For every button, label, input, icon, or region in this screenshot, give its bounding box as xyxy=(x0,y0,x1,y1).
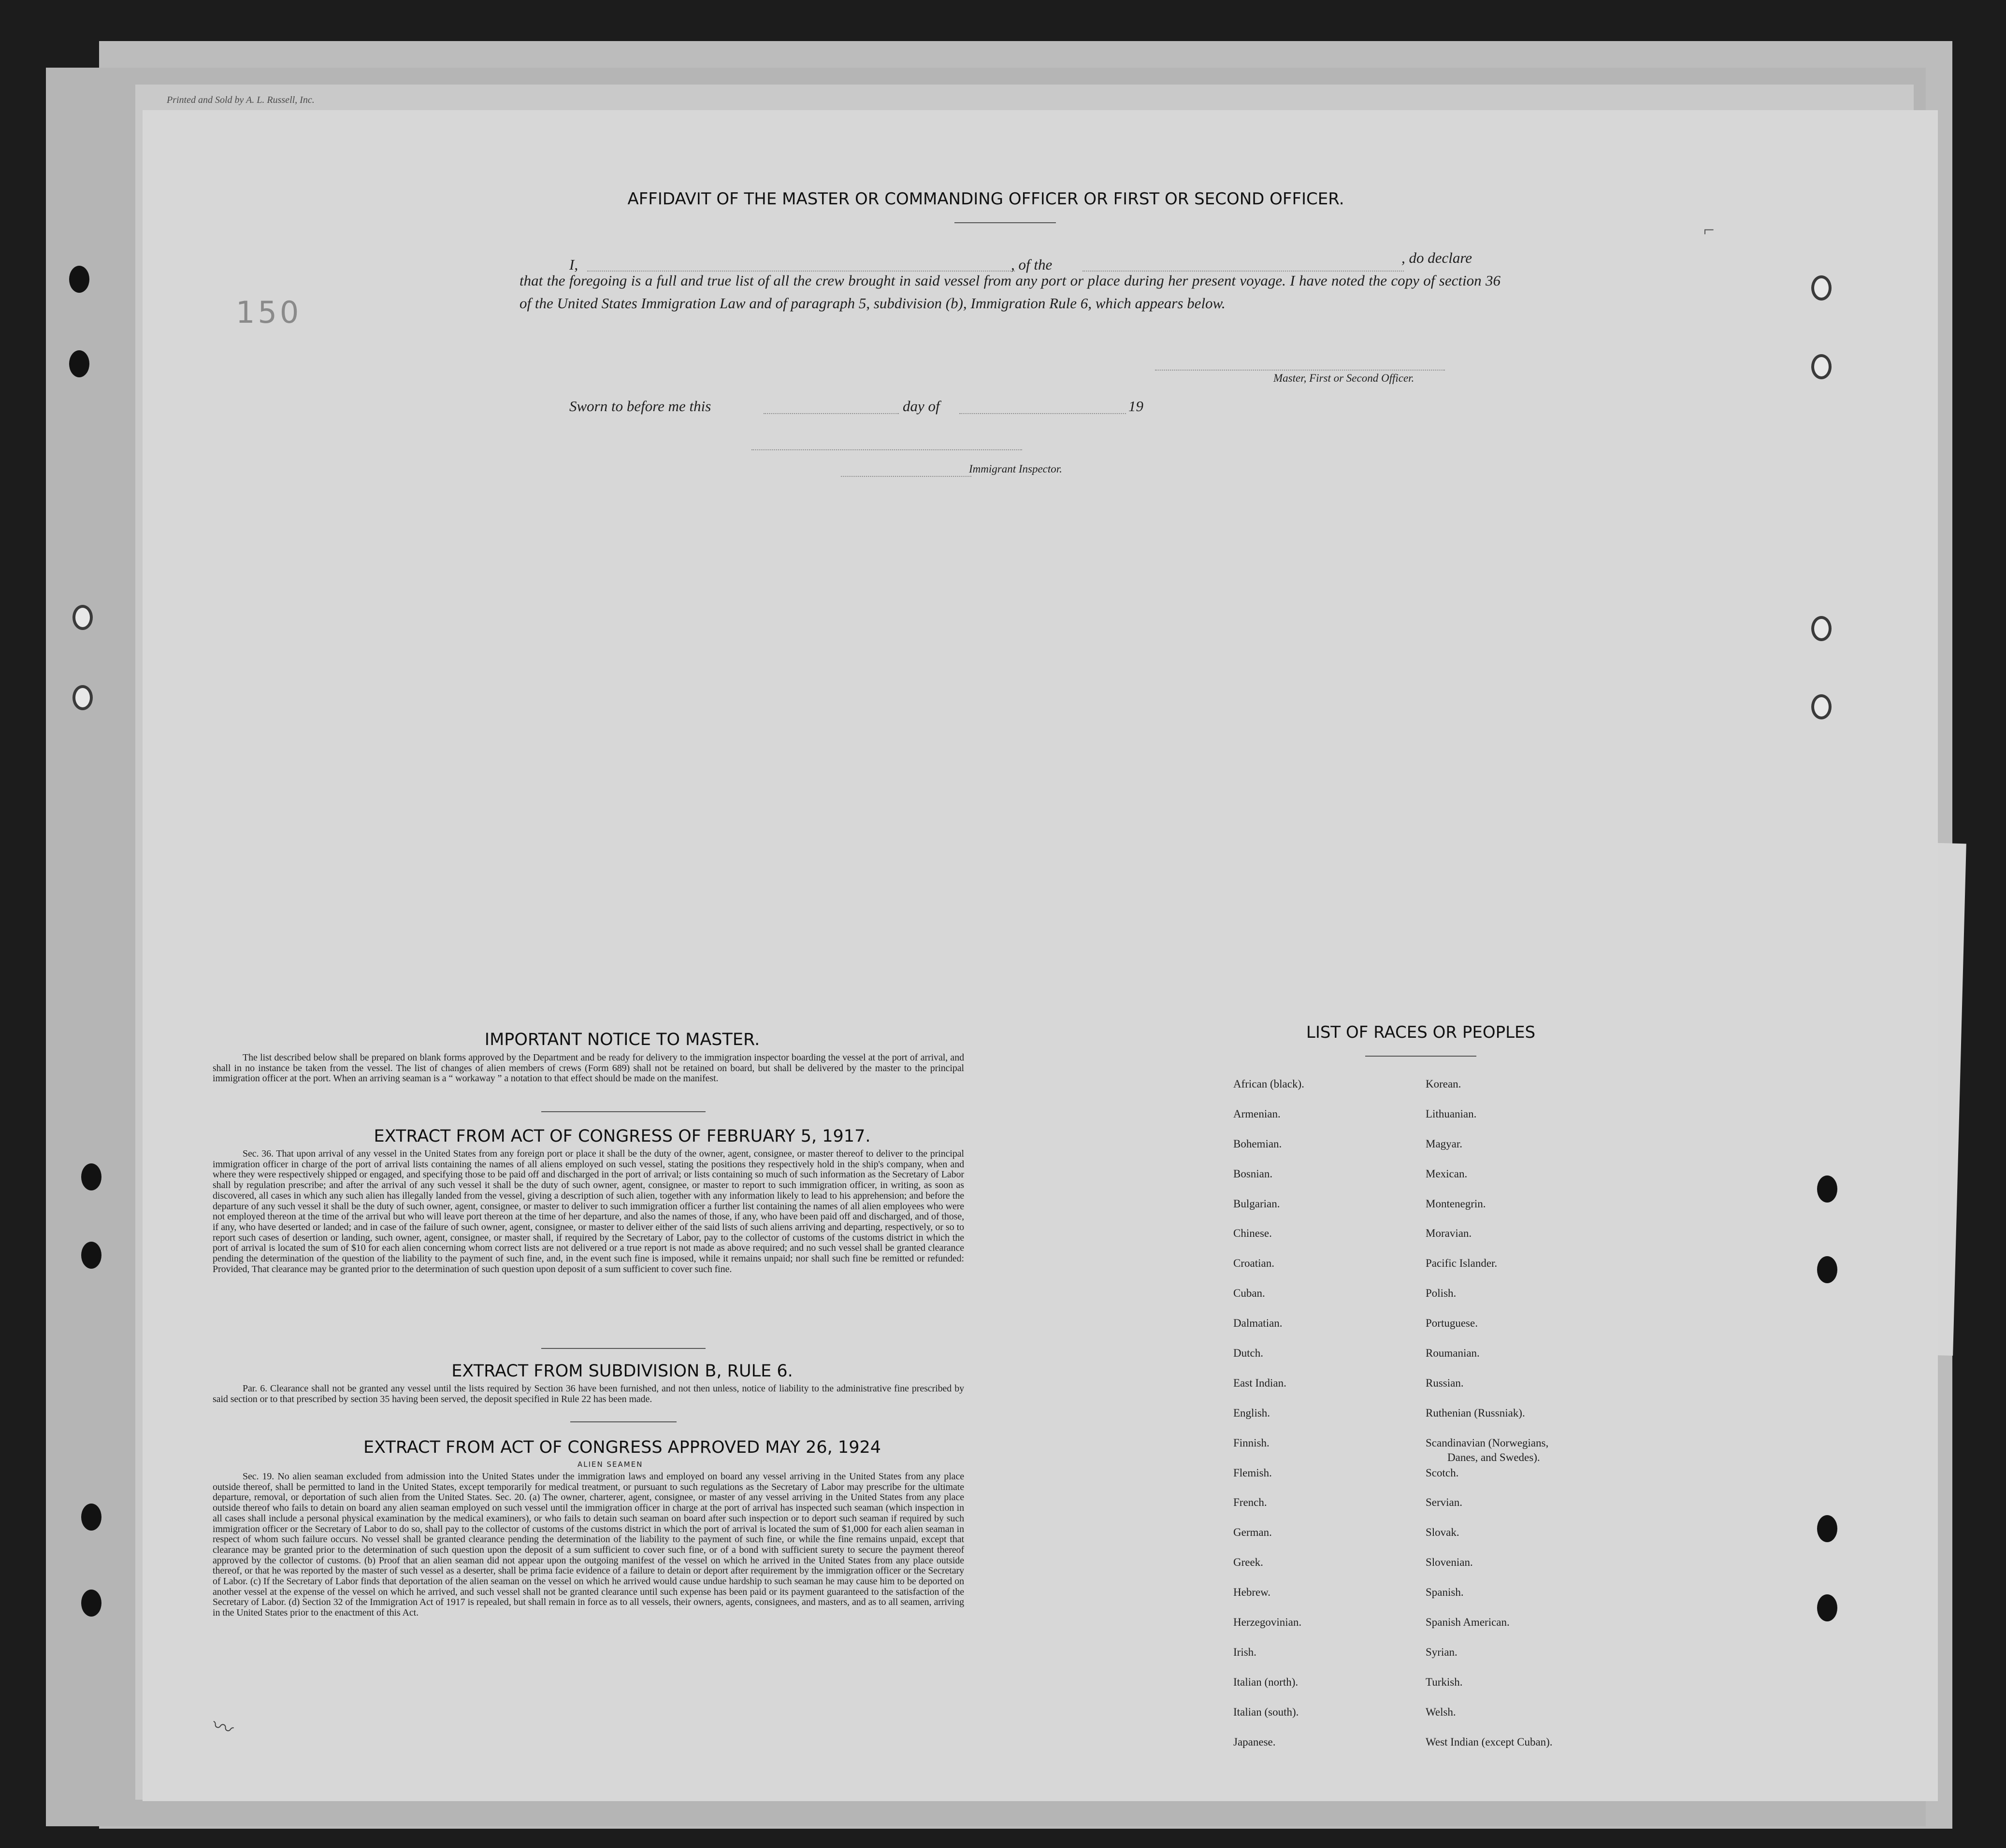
binding-ring xyxy=(1811,616,1832,641)
affidavit-pronoun: I, xyxy=(569,256,578,273)
binding-hole xyxy=(1817,1515,1837,1542)
race-item: Herzegovinian. xyxy=(1233,1616,1302,1629)
race-item: Japanese. xyxy=(1233,1735,1276,1748)
race-item: Magyar. xyxy=(1426,1137,1463,1150)
race-item: Mexican. xyxy=(1426,1167,1468,1180)
race-item: Italian (south). xyxy=(1233,1705,1299,1718)
binding-hole xyxy=(69,266,89,293)
inspector-blank-2 xyxy=(841,476,971,477)
binding-hole xyxy=(69,350,89,377)
race-item: Spanish American. xyxy=(1426,1616,1510,1629)
notice-text: The list described below shall be prepared on blank forms approved by the Department and be ready for delivery to the immigration inspector boarding the vessel at the port of arrival, and shall in no instance be taken from the vessel. The list of changes of alien members of crews (Form 689) shall not be retained on board, but shall be delivered by the master to the principal immigration officer at the port. When an arriving seaman is a “ workaway ” a notation to that effect should be made on the manifest. xyxy=(213,1052,964,1084)
margin-number: 150 xyxy=(236,295,302,330)
section-rule xyxy=(541,1348,706,1349)
race-item: African (black). xyxy=(1233,1078,1304,1090)
race-item: Welsh. xyxy=(1426,1705,1456,1718)
race-item: Russian. xyxy=(1426,1376,1464,1389)
race-item: Bohemian. xyxy=(1233,1137,1282,1150)
race-item: Irish. xyxy=(1233,1646,1256,1658)
race-item: Syrian. xyxy=(1426,1646,1458,1658)
signature-label: Master, First or Second Officer. xyxy=(1273,372,1414,384)
race-item: German. xyxy=(1233,1526,1272,1539)
race-item: Pacific Islander. xyxy=(1426,1257,1498,1270)
binding-hole xyxy=(1817,1256,1837,1283)
race-item: Slovenian. xyxy=(1426,1556,1473,1569)
race-item: Lithuanian. xyxy=(1426,1107,1477,1120)
extract-1924-title: EXTRACT FROM ACT OF CONGRESS APPROVED MAY 26, 1924 xyxy=(363,1438,881,1457)
race-item: Hebrew. xyxy=(1233,1586,1271,1599)
extract-1917-title: EXTRACT FROM ACT OF CONGRESS OF FEBRUARY 5, 1917. xyxy=(374,1127,871,1146)
race-item: Croatian. xyxy=(1233,1257,1274,1270)
title-rule xyxy=(954,222,1056,223)
affidavit-statement xyxy=(520,246,1501,315)
races-title: LIST OF RACES OR PEOPLES xyxy=(1306,1023,1536,1042)
binding-hole xyxy=(81,1504,101,1531)
affidavit-of-the: , of the xyxy=(1011,256,1053,273)
race-item: Greek. xyxy=(1233,1556,1263,1569)
race-item: Chinese. xyxy=(1233,1227,1272,1240)
section-rule xyxy=(570,1421,677,1422)
binding-hole xyxy=(81,1590,101,1617)
race-item: Korean. xyxy=(1426,1078,1461,1090)
month-blank xyxy=(959,413,1126,414)
signature-blank xyxy=(1155,370,1445,371)
race-item: English. xyxy=(1233,1406,1270,1419)
binding-ring xyxy=(1811,275,1832,301)
affidavit-title: AFFIDAVIT OF THE MASTER OR COMMANDING OFFICER OR FIRST OR SECOND OFFICER. xyxy=(627,189,1344,209)
extract-1924-subtitle: ALIEN SEAMEN xyxy=(577,1460,643,1469)
binding-ring xyxy=(72,605,93,630)
binding-hole xyxy=(1817,1175,1837,1203)
race-item: Roumanian. xyxy=(1426,1347,1480,1360)
inspector-label: Immigrant Inspector. xyxy=(969,463,1062,475)
extract-1924-text: Sec. 19. No alien seaman excluded from admission into the United States under the immigration laws and employed on board any vessel arriving in the United States from any place outside thereof, shall be permitted to land in the United States, except temporarily for medical treatment, or pursuant to such regulations as the Secretary of Labor may prescribe for the ultimate departure, removal, or deportation of such alien from the United States. Sec. 20. (a) The owner, charterer, agent, consignee, or master of any vessel arriving in the United States from any place outside thereof who fails to detain on board any alien seaman employed on such vessel until the immigration officer in charge at the port of arrival has inspected such seaman (which inspection in all cases shall include a personal physical examination by the medical examiners), or who fails to detain such seaman on board after such inspection or to deport such seaman if required by such immigration officer or the Secretary of Labor to do so, shall pay to the collector of customs of the customs district in which the port of arrival is located the sum of $1,000 for each alien seaman in respect of whom such failure occurs. No vessel shall be granted clearance pending the determination of the liability to the payment of such fine, or while the fine remains unpaid, except that clearance may be granted prior to the determination of such question upon the deposit of a sum sufficient to cover such fine, or of a bond with sufficient surety to secure the payment thereof approved by the collector of customs. (b) Proof that an alien seaman did not appear upon the outgoing manifest of the vessel on which he arrived in the United States from any place outside thereof, or that he was reported by the master of such vessel as a deserter, shall be prima facie evidence of a failure to detain or deport after requirement by the immigration officer or the Secretary of Labor. (c) If the Secretary of Labor finds that deportation of the alien seaman on the vessel on which he arrived would cause undue hardship to such seaman he may cause him to be deported on another vessel at the expense of the vessel on which he arrived, and such vessel shall not be granted clearance until such expense has been paid or its payment guaranteed to the satisfaction of the Secretary of Labor. (d) Section 32 of the Immigration Act of 1917 is repealed, but shall remain in force as to all vessels, their owners, agents, consignees, and masters, and as to all seamen, arriving in the United States prior to the enactment of this Act. xyxy=(213,1471,964,1619)
affidavit-do-declare: , do declare xyxy=(1401,249,1472,266)
race-item: Polish. xyxy=(1426,1287,1457,1300)
extract-1917-text: Sec. 36. That upon arrival of any vessel in the United States from any foreign port or place it shall be the duty of the owner, agent, consignee, or master thereof to deliver to the principal immigration officer in charge of the port of arrival lists containing the names of all aliens employed on such vessel, stating the positions they respectively hold in the ship's company, when and where they were respectively shipped or engaged, and specifying those to be paid off and discharged in the port of arrival; or lists containing so much of such information as the Secretary of Labor shall by regulation prescribe; and after the arrival of any such vessel it shall be the duty of such owner, agent, consignee, or master to report to such immigration officer, in writing, as soon as discovered, all cases in which any such alien has illegally landed from the vessel, giving a description of such alien, together with any information likely to lead to his apprehension; and before the departure of any such vessel it shall be the duty of such owner, agent, consignee, or master to deliver to such immigration officer a further list containing the names of all alien employees who were not employed thereon at the time of the arrival but who will leave port thereon at the time of her departure, and also the names of those, if any, who have been paid off and discharged, and of those, if any, who have deserted or landed; and in case of the failure of such owner, agent, consignee, or master to deliver either of the said lists of such aliens arriving and departing, respectively, or so to report such cases of desertion or landing, such owner, agent, consignee, or master shall, if required by the Secretary of Labor, pay to the collector of customs of the customs district in which the port of arrival is located the sum of $10 for each alien concerning whom correct lists are not delivered or a true report is not made as above required; and no such vessel shall be granted clearance pending the determination of the question of the liability to the payment of such fine, and, in the event such fine is imposed, while it remains unpaid; nor shall such fine be remitted or refunded: Provided, That clearance may be granted prior to the determination of such question upon deposit of a sum sufficient to cover such fine. xyxy=(213,1148,964,1275)
binding-ring xyxy=(1811,694,1832,719)
sworn-day-of: day of xyxy=(903,398,940,415)
binding-ring xyxy=(72,685,93,710)
race-item: West Indian (except Cuban). xyxy=(1426,1735,1553,1748)
race-item: Armenian. xyxy=(1233,1107,1281,1120)
race-item: Cuban. xyxy=(1233,1287,1265,1300)
notice-title: IMPORTANT NOTICE TO MASTER. xyxy=(484,1030,760,1049)
race-item: Flemish. xyxy=(1233,1466,1272,1479)
race-item-continued: Danes, and Swedes). xyxy=(1447,1451,1540,1463)
races-title-rule xyxy=(1365,1056,1476,1057)
extract-rule6-text: Par. 6. Clearance shall not be granted any vessel until the lists required by Section 36 have been furnished, and not then unless, notice of liability to the administrative fine prescribed by said section or to that prescribed by section 35 having been served, the deposit specified in Rule 22 has been made. xyxy=(213,1383,964,1404)
race-item: Portuguese. xyxy=(1426,1317,1478,1330)
race-item: Italian (north). xyxy=(1233,1676,1299,1688)
race-item: French. xyxy=(1233,1496,1267,1509)
races-right-column xyxy=(1426,1077,1553,1764)
race-item: Finnish. xyxy=(1233,1436,1270,1449)
affidavit-body-text: that the foregoing is a full and true list of all the crew brought in said vessel from any port or place during her present voyage. I have noted the copy of section 36 of the United States Immigration Law and of paragraph 5, subdivision (b), Immigration Rule 6, which appears below. xyxy=(520,272,1501,312)
races-left-column xyxy=(1233,1077,1304,1764)
binding-hole xyxy=(81,1163,101,1190)
race-item: Servian. xyxy=(1426,1496,1463,1509)
day-blank xyxy=(764,413,899,414)
binding-hole xyxy=(81,1242,101,1269)
race-item: Ruthenian (Russniak). xyxy=(1426,1406,1525,1419)
sworn-prefix: Sworn to before me this xyxy=(569,398,711,415)
race-item: Dutch. xyxy=(1233,1347,1263,1360)
inspector-blank-1 xyxy=(751,449,1022,450)
pencil-mark: ⌐ xyxy=(1703,219,1715,241)
race-item: Spanish. xyxy=(1426,1586,1464,1599)
race-item: Dalmatian. xyxy=(1233,1317,1283,1330)
race-item: Montenegrin. xyxy=(1426,1197,1486,1210)
race-item: Bosnian. xyxy=(1233,1167,1273,1180)
race-item: Scotch. xyxy=(1426,1466,1459,1479)
race-item: Bulgarian. xyxy=(1233,1197,1280,1210)
race-item: Scandinavian (Norwegians, xyxy=(1426,1436,1549,1449)
extract-rule6-title: EXTRACT FROM SUBDIVISION B, RULE 6. xyxy=(451,1361,793,1381)
binding-hole xyxy=(1817,1594,1837,1621)
sworn-year: 19 xyxy=(1128,398,1143,415)
printer-line: Printed and Sold by A. L. Russell, Inc. xyxy=(167,95,315,105)
pencil-scrawl: 〰 xyxy=(209,1713,237,1743)
race-item: Turkish. xyxy=(1426,1676,1463,1688)
race-item: Moravian. xyxy=(1426,1227,1472,1240)
race-item: Slovak. xyxy=(1426,1526,1459,1539)
race-item: East Indian. xyxy=(1233,1376,1286,1389)
binding-ring xyxy=(1811,354,1832,379)
section-rule xyxy=(541,1111,706,1112)
